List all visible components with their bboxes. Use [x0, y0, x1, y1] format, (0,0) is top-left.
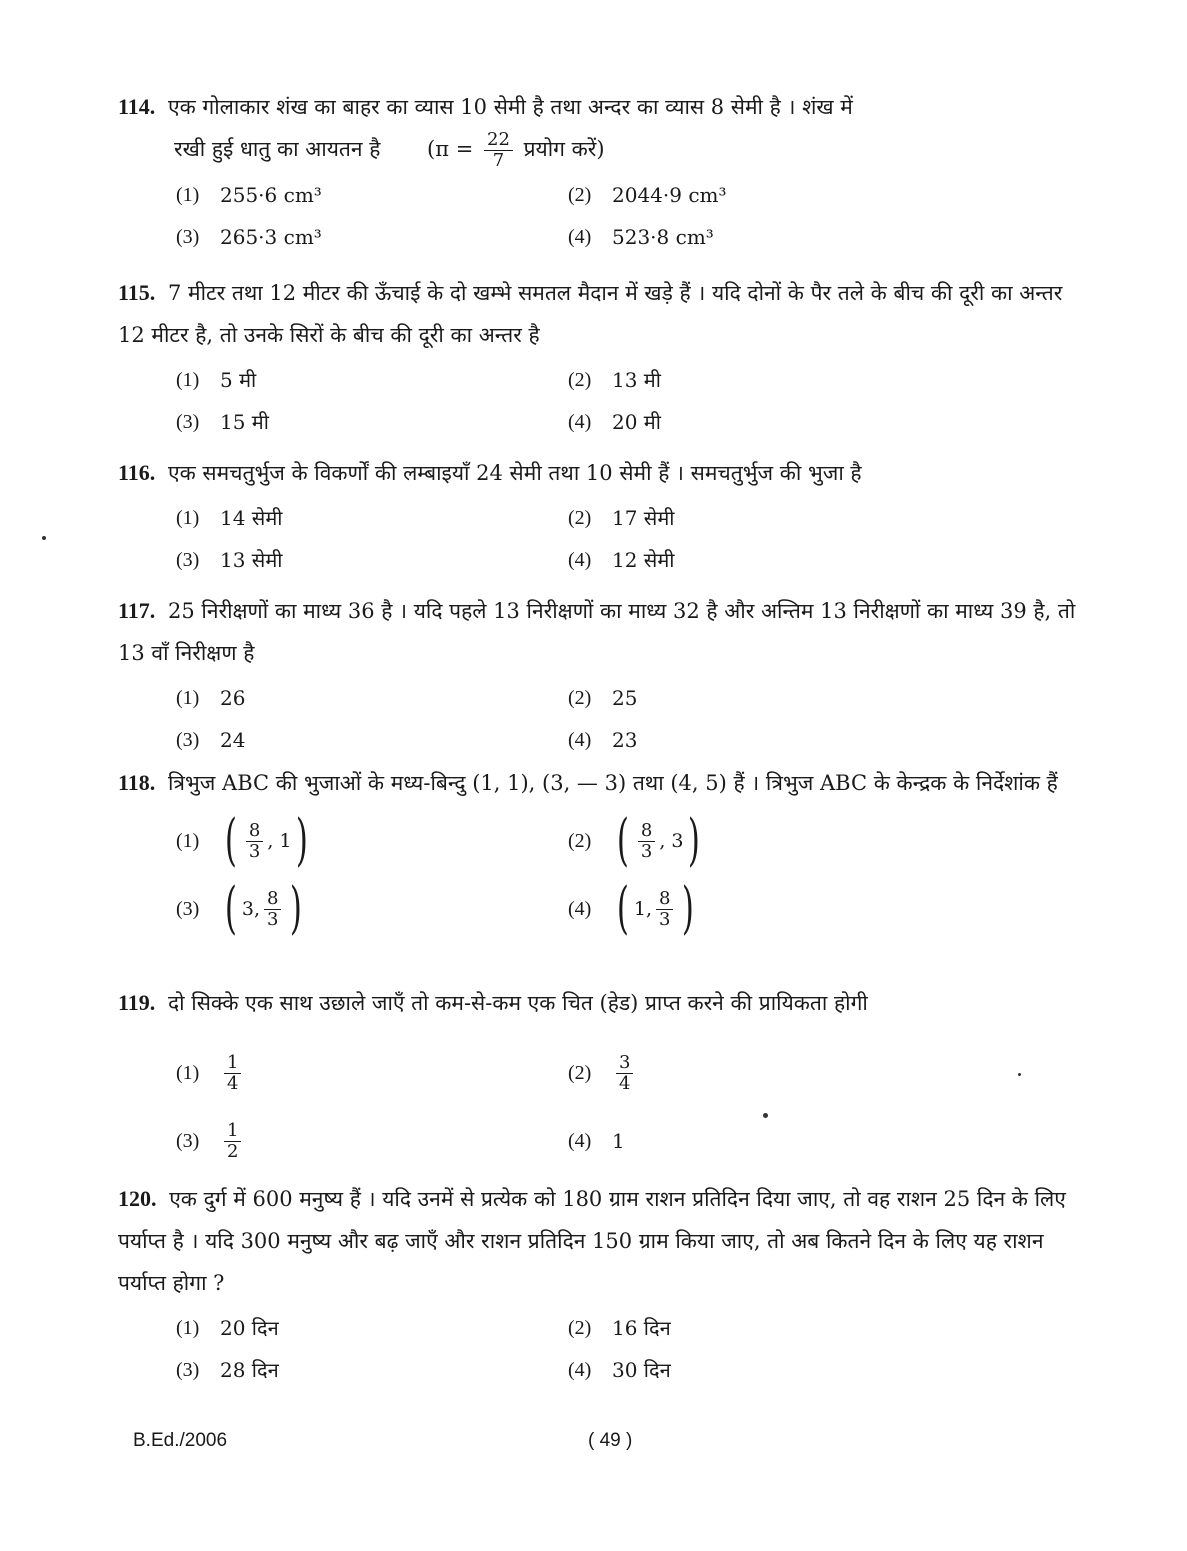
- option-1[interactable]: (1) 20 दिन: [176, 1316, 279, 1340]
- question-number: 120.: [118, 1186, 157, 1211]
- option-4[interactable]: (4) ( 1, $\frac{8}{3}$ ): [568, 876, 695, 941]
- scan-speck: [1018, 1073, 1021, 1076]
- exam-code: B.Ed./2006: [133, 1430, 228, 1451]
- options: [176, 1310, 1093, 1388]
- option-2[interactable]: (2) 2044·9 cm³: [568, 183, 727, 207]
- option-3[interactable]: (3) 28 दिन: [176, 1358, 279, 1382]
- option-2[interactable]: (2) 17 सेमी: [568, 506, 675, 530]
- question-text: 25 निरीक्षणों का माध्य 36 है । यदि पहले 13 निरीक्षणों का माध्य 32 है और अन्तिम 13 निरीक्षणों का माध्य 39 है, तो 13 वाँ निरीक्षण है: [118, 599, 1076, 665]
- option-2[interactable]: (2) $\frac{3}{4}$: [568, 1042, 960, 1104]
- question-116: [118, 452, 1093, 578]
- scan-speck: [763, 1113, 768, 1118]
- option-1[interactable]: (1) $\frac{1}{4}$: [176, 1042, 568, 1104]
- question-text: एक समचतुर्भुज के विकर्णों की लम्बाइयाँ 24 सेमी तथा 10 सेमी हैं । समचतुर्भुज की भुजा है: [167, 461, 862, 485]
- option-2[interactable]: (2) 13 मी: [568, 368, 661, 392]
- question-114: [118, 86, 1093, 255]
- option-4[interactable]: (4) 20 मी: [568, 410, 661, 434]
- option-3[interactable]: (3) 24: [176, 728, 246, 752]
- question-number: 115.: [118, 280, 156, 305]
- question-number: 119.: [118, 990, 156, 1015]
- question-number: 116.: [118, 460, 156, 485]
- option-1[interactable]: (1) ( $\frac{8}{3}$ , 1 ): [176, 808, 309, 873]
- option-2[interactable]: (2) 16 दिन: [568, 1316, 671, 1340]
- option-2[interactable]: (2) ( $\frac{8}{3}$ , 3 ): [568, 808, 701, 873]
- option-3[interactable]: (3) ( 3, $\frac{8}{3}$ ): [176, 876, 303, 941]
- option-3[interactable]: (3) 265·3 cm³: [176, 225, 322, 249]
- option-1[interactable]: (1) 255·6 cm³: [176, 183, 322, 207]
- pi-fraction: $\frac{22}{7}$: [484, 130, 513, 171]
- question-115: [118, 272, 1093, 440]
- question-number: 114.: [118, 94, 156, 119]
- question-text: एक दुर्ग में 600 मनुष्य हैं । यदि उनमें से प्रत्येक को 180 ग्राम राशन प्रतिदिन दिया जाए, तो वह राशन 25 दिन के लिए पर्याप्त है । यदि 300 मनुष्य और बढ़ जाएँ और राशन प्रतिदिन 150 ग्राम किया जाए, तो अब कितने दिन के लिए यह राशन पर्याप्त होगा ?: [118, 1187, 1066, 1295]
- options: [176, 177, 1093, 255]
- option-4[interactable]: (4) 23: [568, 728, 638, 752]
- question-118: [118, 762, 1093, 940]
- options: [176, 810, 1093, 940]
- option-1[interactable]: (1) 14 सेमी: [176, 506, 283, 530]
- options: [176, 500, 1093, 578]
- options: [176, 362, 1093, 440]
- option-4[interactable]: (4) 1: [568, 1129, 625, 1153]
- option-3[interactable]: (3) $\frac{1}{2}$: [176, 1110, 568, 1172]
- scan-speck: [42, 536, 46, 540]
- option-4[interactable]: (4) 30 दिन: [568, 1358, 671, 1382]
- question-text: त्रिभुज ABC की भुजाओं के मध्य-बिन्दु (1, 1), (3, — 3) तथा (4, 5) हैं । त्रिभुज ABC के केन्द्रक के निर्देशांक हैं: [167, 771, 1058, 795]
- question-text-line2: रखी हुई धातु का आयतन है: [174, 137, 381, 161]
- question-number: 118.: [118, 770, 156, 795]
- option-1[interactable]: (1) 26: [176, 686, 246, 710]
- question-119: [118, 982, 1093, 1172]
- option-3[interactable]: (3) 13 सेमी: [176, 548, 283, 572]
- question-text: एक गोलाकार शंख का बाहर का व्यास 10 सेमी है तथा अन्दर का व्यास 8 सेमी है । शंख में: [167, 95, 853, 119]
- options: [176, 1042, 1093, 1172]
- option-3[interactable]: (3) 15 मी: [176, 410, 269, 434]
- question-number: 117.: [118, 598, 156, 623]
- page-number: ( 49 ): [588, 1430, 633, 1451]
- options: [176, 680, 1093, 758]
- pi-note: (π = $\frac{22}{7}$ प्रयोग करें): [427, 129, 605, 171]
- option-4[interactable]: (4) 523·8 cm³: [568, 225, 714, 249]
- question-120: [118, 1178, 1093, 1388]
- option-2[interactable]: (2) 25: [568, 686, 638, 710]
- option-1[interactable]: (1) 5 मी: [176, 368, 257, 392]
- question-117: [118, 590, 1093, 758]
- question-text: दो सिक्के एक साथ उछाले जाएँ तो कम-से-कम एक चित (हेड) प्राप्त करने की प्रायिकता होगी: [167, 991, 868, 1015]
- option-4[interactable]: (4) 12 सेमी: [568, 548, 675, 572]
- question-text: 7 मीटर तथा 12 मीटर की ऊँचाई के दो खम्भे समतल मैदान में खड़े हैं । यदि दोनों के पैर तले के बीच की दूरी का अन्तर 12 मीटर है, तो उनके सिरों के बीच की दूरी का अन्तर है: [118, 281, 1063, 347]
